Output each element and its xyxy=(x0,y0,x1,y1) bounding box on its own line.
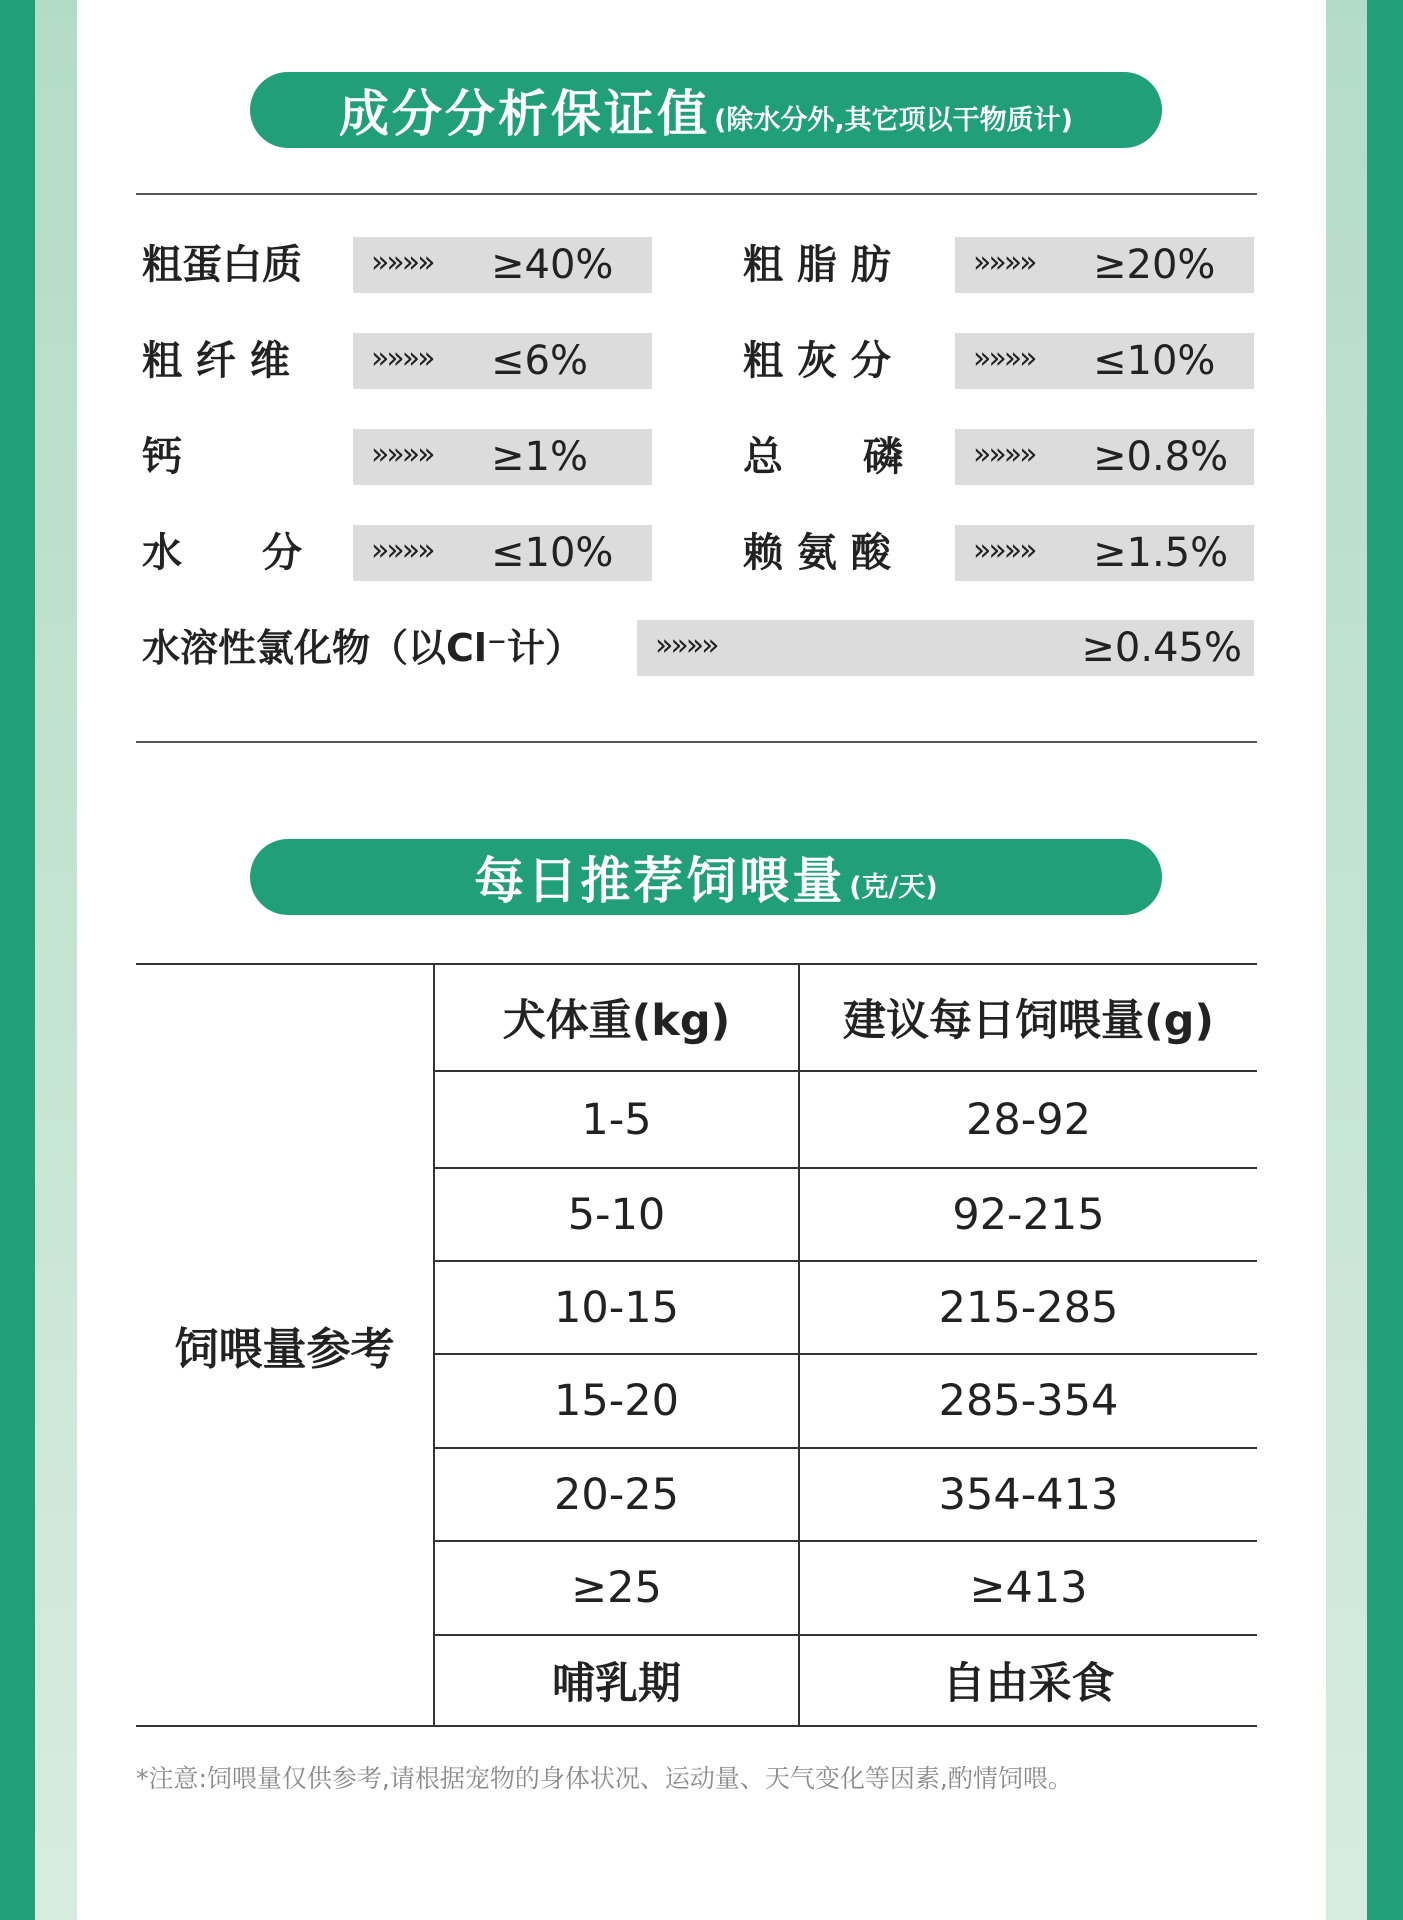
nutrient-label: 钙 xyxy=(142,434,182,480)
arrows-icon: »»»» xyxy=(371,437,433,472)
arrows-icon: »»»» xyxy=(371,245,433,280)
nutrient-value-box xyxy=(353,333,652,389)
nutrient-value: ≥40% xyxy=(491,242,614,288)
frame-border-left xyxy=(0,0,35,1920)
analysis-subtitle: (除水分外,其它项以干物质计) xyxy=(714,104,1073,136)
nutrient-value-box xyxy=(955,429,1254,485)
table-cell-weight: 哺乳期 xyxy=(552,1659,681,1709)
nutrient-value-box xyxy=(955,525,1254,581)
analysis-banner xyxy=(250,72,1162,148)
table-cell-weight: 15-20 xyxy=(554,1376,679,1426)
nutrient-label: 水 分 xyxy=(142,530,302,576)
feeding-subtitle: (克/天) xyxy=(849,871,938,903)
table-cell-weight: 5-10 xyxy=(567,1189,666,1240)
divider-top xyxy=(136,193,1257,195)
feeding-banner xyxy=(250,839,1162,915)
table-cell-amount: 自由采食 xyxy=(942,1659,1115,1709)
arrows-icon: »»»» xyxy=(371,341,433,376)
analysis-title: 成分分析保证值 xyxy=(339,85,711,143)
feeding-note: *注意:饲喂量仅供参考,请根据宠物的身体状况、运动量、天气变化等因素,酌情饲喂。 xyxy=(136,1764,1073,1793)
arrows-icon: »»»» xyxy=(973,245,1035,280)
nutrient-label: 粗 灰 分 xyxy=(743,338,891,384)
nutrient-value-box xyxy=(637,620,1254,676)
table-cell-amount: 285-354 xyxy=(938,1376,1119,1426)
nutrient-value: ≥0.45% xyxy=(1081,625,1242,671)
table-border-bottom xyxy=(136,1725,1257,1727)
table-header-weight: 犬体重(kg) xyxy=(502,996,731,1046)
table-row-label: 饲喂量参考 xyxy=(174,1324,395,1375)
nutrient-value-box xyxy=(353,525,652,581)
nutrient-label: 粗 脂 肪 xyxy=(743,242,891,288)
arrows-icon: »»»» xyxy=(371,533,433,568)
nutrient-label: 粗 纤 维 xyxy=(142,338,290,384)
table-cell-weight: ≥25 xyxy=(571,1563,662,1613)
nutrient-value: ≤10% xyxy=(1093,338,1216,384)
table-cell-weight: 10-15 xyxy=(554,1282,679,1333)
table-cell-amount: ≥413 xyxy=(969,1563,1088,1613)
arrows-icon: »»»» xyxy=(973,437,1035,472)
nutrient-label: 赖 氨 酸 xyxy=(743,530,891,576)
nutrient-value: ≤10% xyxy=(491,530,614,576)
feeding-title: 每日推荐饲喂量 xyxy=(474,852,846,910)
table-header-amount: 建议每日饲喂量(g) xyxy=(842,996,1215,1046)
table-cell-weight: 20-25 xyxy=(554,1469,679,1520)
nutrient-value-box xyxy=(353,429,652,485)
table-cell-amount: 215-285 xyxy=(938,1282,1119,1333)
nutrient-value: ≤6% xyxy=(491,338,588,384)
divider-bottom xyxy=(136,741,1257,743)
nutrient-label: 粗蛋白质 xyxy=(142,242,302,288)
nutrient-label: 水溶性氯化物（以Cl⁻计） xyxy=(142,626,583,670)
table-cell-amount: 92-215 xyxy=(952,1189,1105,1240)
frame-inner-left xyxy=(35,0,77,1920)
nutrient-value: ≥20% xyxy=(1093,242,1216,288)
nutrient-value: ≥0.8% xyxy=(1093,434,1229,480)
table-cell-amount: 354-413 xyxy=(938,1469,1119,1520)
nutrient-value-box xyxy=(353,237,652,293)
nutrient-label: 总 磷 xyxy=(743,434,903,480)
arrows-icon: »»»» xyxy=(655,628,717,663)
table-cell-weight: 1-5 xyxy=(581,1094,652,1145)
nutrient-value: ≥1.5% xyxy=(1093,530,1229,576)
nutrient-value-box xyxy=(955,237,1254,293)
table-cell-amount: 28-92 xyxy=(966,1094,1091,1145)
nutrient-value: ≥1% xyxy=(491,434,588,480)
nutrient-value-box xyxy=(955,333,1254,389)
frame-inner-right xyxy=(1326,0,1367,1920)
arrows-icon: »»»» xyxy=(973,341,1035,376)
frame-border-right xyxy=(1367,0,1403,1920)
arrows-icon: »»»» xyxy=(973,533,1035,568)
